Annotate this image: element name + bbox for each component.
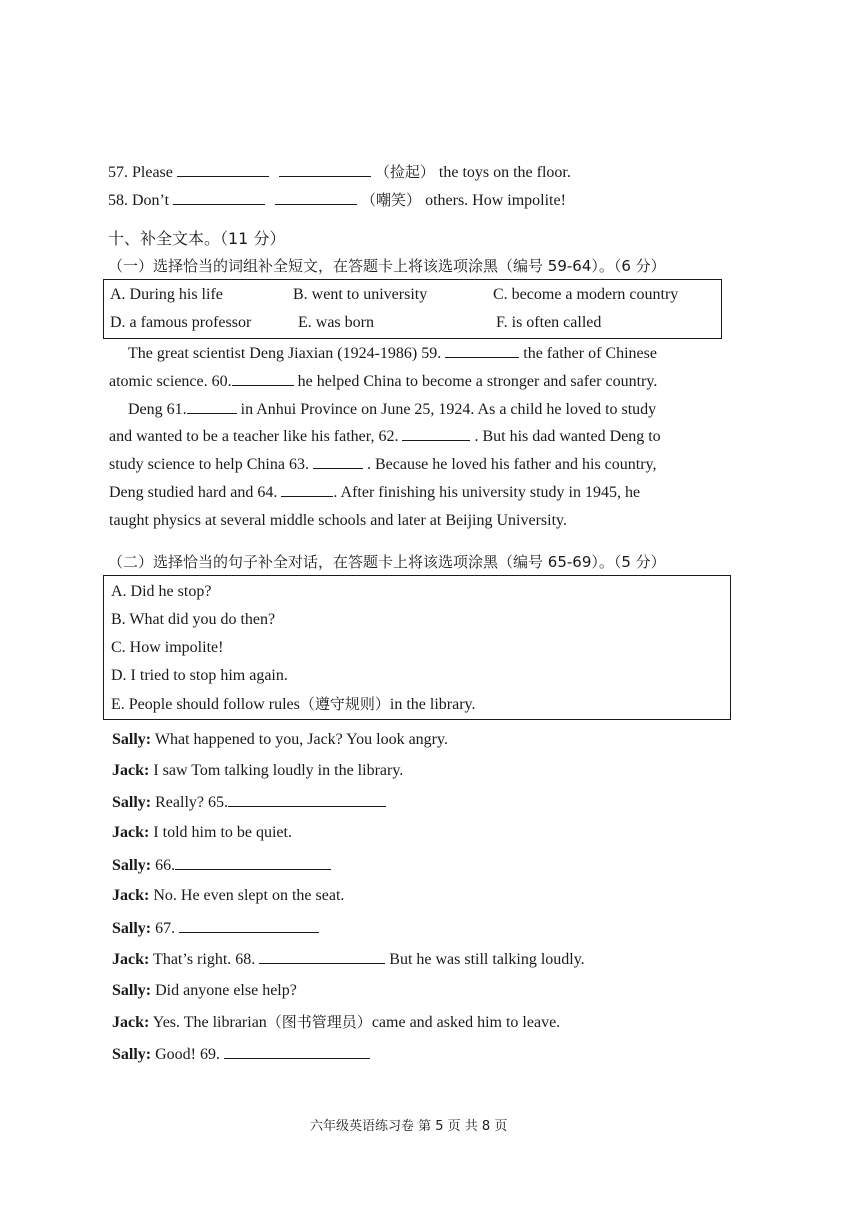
passage-line: taught physics at several middle schools and later at Beijing University. — [109, 511, 567, 529]
answer-blank[interactable] — [402, 426, 470, 441]
part-one-instruction: （一）选择恰当的词组补全短文，在答题卡上将该选项涂黑（编号 59-64）。（6 分） — [108, 257, 666, 275]
dialogue-line: Sally: 66. — [112, 855, 331, 876]
option-e: E. People should follow rules（遵守规则）in the library. — [111, 695, 476, 713]
option-c: C. How impolite! — [111, 639, 224, 656]
option-d: D. a famous professor — [110, 314, 252, 331]
option-a: A. During his life — [110, 286, 223, 303]
passage — [109, 340, 761, 535]
dialogue-line: Jack: No. He even slept on the seat. — [112, 887, 345, 904]
answer-blank[interactable] — [228, 792, 386, 807]
dialogue-line: Sally: Really? 65. — [112, 792, 386, 813]
dialogue-line: Sally: What happened to you, Jack? You look angry. — [112, 731, 448, 748]
page-footer: 六年级英语练习卷 第 5 页 共 8 页 — [310, 1119, 508, 1134]
section-heading: 十、补全文本。（11 分） — [108, 229, 286, 248]
answer-blank[interactable] — [232, 371, 294, 386]
option-e: E. was born — [298, 314, 374, 331]
dialogue-line: Jack: That’s right. 68. But he was still talking loudly. — [112, 951, 585, 968]
answer-blank[interactable] — [177, 162, 269, 177]
dialogue-line: Sally: Good! 69. — [112, 1044, 370, 1065]
part-two-instruction: （二）选择恰当的句子补全对话，在答题卡上将该选项涂黑（编号 65-69）。（5 分） — [108, 553, 666, 571]
dialogue-line: Jack: Yes. The librarian（图书管理员）came and asked him to leave. — [112, 1013, 561, 1031]
answer-blank[interactable] — [281, 482, 333, 497]
option-b: B. went to university — [293, 286, 428, 303]
passage-line: Deng studied hard and 64. . After finishing his university study in 1945, he — [109, 483, 641, 501]
dialogue-line: Jack: I told him to be quiet. — [112, 824, 292, 841]
answer-blank[interactable] — [445, 343, 519, 358]
option-b: B. What did you do then? — [111, 611, 276, 628]
dialogue-line: Jack: I saw Tom talking loudly in the library. — [112, 762, 404, 779]
answer-blank[interactable] — [275, 190, 357, 205]
option-c: C. become a modern country — [493, 286, 679, 303]
option-a: A. Did he stop? — [111, 583, 212, 600]
answer-blank[interactable] — [179, 918, 319, 933]
answer-blank[interactable] — [224, 1044, 370, 1059]
passage-line: atomic science. 60. he helped China to become a stronger and safer country. — [109, 372, 658, 390]
answer-blank[interactable] — [187, 399, 237, 414]
question-57: 57. Please （捡起） the toys on the floor. — [108, 163, 571, 181]
answer-blank[interactable] — [175, 855, 331, 870]
answer-blank[interactable] — [279, 162, 371, 177]
answer-blank[interactable] — [259, 949, 385, 964]
option-d: D. I tried to stop him again. — [111, 667, 288, 684]
passage-line: and wanted to be a teacher like his father, 62. . But his dad wanted Deng to — [109, 428, 661, 446]
option-f: F. is often called — [496, 314, 602, 331]
passage-line: The great scientist Deng Jiaxian (1924-1986) 59. the father of Chinese — [128, 345, 657, 362]
question-58: 58. Don’t （嘲笑） others. How impolite! — [108, 191, 566, 209]
passage-line: Deng 61. in Anhui Province on June 25, 1924. As a child he loved to study — [128, 400, 657, 418]
dialogue-line: Sally: 67. — [112, 918, 319, 939]
answer-blank[interactable] — [173, 190, 265, 205]
dialogue-line: Sally: Did anyone else help? — [112, 982, 297, 999]
answer-blank[interactable] — [313, 454, 363, 469]
passage-line: study science to help China 63. . Because he loved his father and his country, — [109, 456, 657, 474]
